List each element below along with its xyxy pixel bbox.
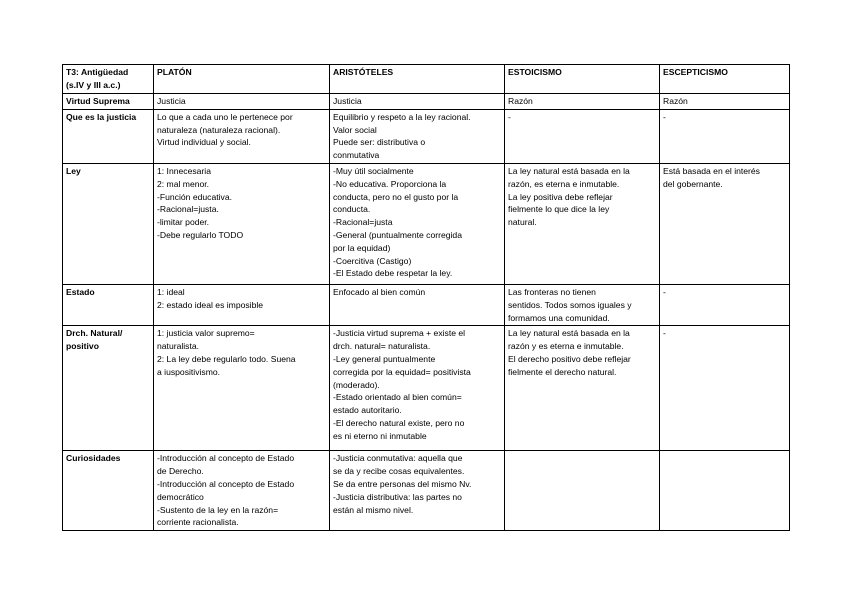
row-header-virtud-suprema xyxy=(63,94,154,110)
row-header-line: Curiosidades xyxy=(66,453,121,464)
cell-line: corregida por la equidad= positivista xyxy=(333,366,471,377)
cell-line: Justicia xyxy=(333,96,362,106)
cell-line: conducta. xyxy=(333,204,371,215)
cell-line: por la equidad) xyxy=(333,242,391,253)
cell-line: conmutativa xyxy=(333,150,380,161)
philosophy-comparison-table xyxy=(62,64,790,531)
cell-line: Puede ser: distributiva o xyxy=(333,137,426,148)
cell-line: Razón xyxy=(508,96,533,106)
cell-line: formamos una comunidad. xyxy=(508,312,610,323)
table-row-estado xyxy=(63,284,790,325)
cell-line: 1: Innecesaria xyxy=(157,165,211,176)
cell-curiosidades-aristoteles xyxy=(330,451,505,531)
table-body xyxy=(63,94,790,531)
cell-line: -Justicia distributiva: las partes no xyxy=(333,491,462,502)
cell-line: -Estado orientado al bien común= xyxy=(333,392,462,403)
column-header-escepticismo: ESCEPTICISMO xyxy=(660,65,790,94)
cell-line: razón y es eterna e inmutable. xyxy=(508,341,624,352)
cell-que-es-la-justicia-platon xyxy=(154,109,330,163)
cell-line: naturaleza (naturaleza racional). xyxy=(157,124,281,135)
cell-virtud-suprema-aristoteles xyxy=(330,94,505,110)
cell-line: conducta, pero no el gusto por la xyxy=(333,191,459,202)
cell-curiosidades-escepticismo xyxy=(660,451,790,531)
table-row-curiosidades xyxy=(63,451,790,531)
cell-line: Valor social xyxy=(333,124,377,135)
cell-line: Está basada en el interés xyxy=(663,165,760,176)
cell-line: - xyxy=(508,111,511,122)
cell-drch-natural-positivo-platon xyxy=(154,326,330,451)
cell-line: drch. natural= naturalista. xyxy=(333,341,431,352)
cell-line: (moderado). xyxy=(333,379,380,390)
cell-que-es-la-justicia-aristoteles xyxy=(330,109,505,163)
cell-line: Virtud individual y social. xyxy=(157,137,251,148)
cell-line: - xyxy=(663,111,666,122)
table-row-virtud-suprema xyxy=(63,94,790,110)
header-row xyxy=(63,65,790,94)
cell-line: -Racional=justa. xyxy=(157,204,219,215)
cell-drch-natural-positivo-estoicismo xyxy=(505,326,660,451)
cell-line: a iuspositivismo. xyxy=(157,366,221,377)
cell-line: -Introducción al concepto de Estado xyxy=(157,478,295,489)
cell-line: estado autoritario. xyxy=(333,405,402,416)
cell-line: natural. xyxy=(508,217,537,228)
cell-estado-escepticismo xyxy=(660,284,790,325)
cell-line: -Coercitiva (Castigo) xyxy=(333,255,412,266)
cell-line: Lo que a cada uno le pertenece por xyxy=(157,111,293,122)
cell-line: 2: mal menor. xyxy=(157,178,210,189)
cell-line: fielmente lo que dice la ley xyxy=(508,204,610,215)
cell-line: -Sustento de la ley en la razón= xyxy=(157,504,279,515)
cell-ley-escepticismo xyxy=(660,163,790,284)
row-header-estado xyxy=(63,284,154,325)
table-row-drch-natural-positivo xyxy=(63,326,790,451)
row-header-line: Ley xyxy=(66,165,81,176)
cell-que-es-la-justicia-estoicismo xyxy=(505,109,660,163)
row-header-line: Estado xyxy=(66,286,95,297)
cell-line: -No educativa. Proporciona la xyxy=(333,178,447,189)
cell-line: - xyxy=(663,328,666,339)
cell-line: - xyxy=(663,286,666,297)
cell-line: El derecho positivo debe reflejar xyxy=(508,353,631,364)
row-header-ley xyxy=(63,163,154,284)
cell-line: sentidos. Todos somos iguales y xyxy=(508,299,632,310)
column-header-platon: PLATÓN xyxy=(154,65,330,94)
row-header-line: positivo xyxy=(66,341,99,352)
cell-line: -Racional=justa xyxy=(333,217,393,228)
cell-line: -Justicia conmutativa: aquella que xyxy=(333,453,463,464)
cell-que-es-la-justicia-escepticismo xyxy=(660,109,790,163)
cell-drch-natural-positivo-escepticismo xyxy=(660,326,790,451)
table-row-ley xyxy=(63,163,790,284)
cell-virtud-suprema-escepticismo xyxy=(660,94,790,110)
cell-virtud-suprema-estoicismo xyxy=(505,94,660,110)
cell-line: -General (puntualmente corregida xyxy=(333,229,462,240)
cell-curiosidades-platon xyxy=(154,451,330,531)
cell-line: Enfocado al bien común xyxy=(333,286,426,297)
cell-ley-aristoteles xyxy=(330,163,505,284)
cell-ley-estoicismo xyxy=(505,163,660,284)
cell-line: fielmente el derecho natural. xyxy=(508,366,617,377)
column-header-estoicismo: ESTOICISMO xyxy=(505,65,660,94)
cell-line: democrático xyxy=(157,491,204,502)
cell-ley-platon xyxy=(154,163,330,284)
cell-line: Justicia xyxy=(157,96,186,106)
cell-line: -Introducción al concepto de Estado xyxy=(157,453,295,464)
table-row-que-es-la-justicia xyxy=(63,109,790,163)
cell-line: se da y recibe cosas equivalentes. xyxy=(333,466,465,477)
cell-line: -Justicia virtud suprema + existe el xyxy=(333,328,466,339)
cell-virtud-suprema-platon xyxy=(154,94,330,110)
row-header-curiosidades xyxy=(63,451,154,531)
cell-line: naturalista. xyxy=(157,341,200,352)
cell-line: Se da entre personas del mismo Nv. xyxy=(333,478,472,489)
row-header-que-es-la-justicia xyxy=(63,109,154,163)
cell-line: -Debe regularlo TODO xyxy=(157,229,244,240)
cell-line: están al mismo nivel. xyxy=(333,504,414,515)
cell-line: razón, es eterna e inmutable. xyxy=(508,178,620,189)
cell-curiosidades-estoicismo xyxy=(505,451,660,531)
corner-line: (s.IV y III a.c.) xyxy=(66,79,121,90)
cell-estado-aristoteles xyxy=(330,284,505,325)
cell-line: La ley natural está basada en la xyxy=(508,165,630,176)
cell-line: -El Estado debe respetar la ley. xyxy=(333,268,453,279)
cell-estado-estoicismo xyxy=(505,284,660,325)
cell-drch-natural-positivo-aristoteles xyxy=(330,326,505,451)
cell-line: 1: ideal xyxy=(157,286,185,297)
cell-line: La ley positiva debe reflejar xyxy=(508,191,613,202)
cell-line: -Muy útil socialmente xyxy=(333,165,414,176)
cell-line: -Función educativa. xyxy=(157,191,232,202)
cell-line: Razón xyxy=(663,96,688,106)
cell-line: La ley natural está basada en la xyxy=(508,328,630,339)
cell-line: 2: estado ideal es imposible xyxy=(157,299,264,310)
row-header-drch-natural-positivo xyxy=(63,326,154,451)
cell-estado-platon xyxy=(154,284,330,325)
cell-line: -Ley general puntualmente xyxy=(333,353,436,364)
cell-line: de Derecho. xyxy=(157,466,204,477)
table-corner-cell xyxy=(63,65,154,94)
row-header-line: Que es la justicia xyxy=(66,111,137,122)
cell-line: -limitar poder. xyxy=(157,217,210,228)
cell-line: es ni eterno ni inmutable xyxy=(333,430,427,441)
cell-line: Equilibrio y respeto a la ley racional. xyxy=(333,111,471,122)
column-header-aristoteles: ARISTÓTELES xyxy=(330,65,505,94)
row-header-line: Virtud Suprema xyxy=(66,96,130,106)
cell-line: del gobernante. xyxy=(663,178,723,189)
cell-line: 2: La ley debe regularlo todo. Suena xyxy=(157,353,296,364)
cell-line: corriente racionalista. xyxy=(157,517,239,528)
row-header-line: Drch. Natural/ xyxy=(66,328,123,339)
cell-line: Las fronteras no tienen xyxy=(508,286,596,297)
cell-line: 1: justicia valor supremo= xyxy=(157,328,255,339)
corner-line: T3: Antigüedad xyxy=(66,67,129,77)
cell-line: -El derecho natural existe, pero no xyxy=(333,417,465,428)
